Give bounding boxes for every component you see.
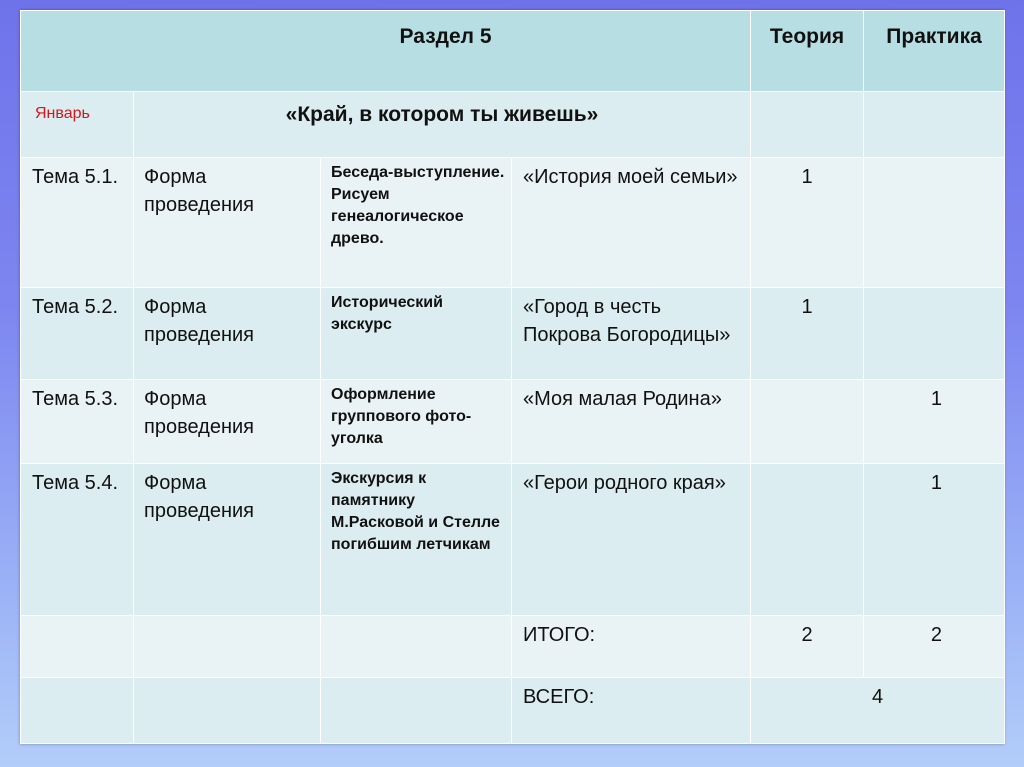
vsego-value: 4 — [871, 686, 884, 708]
practice-header: Практика — [886, 25, 982, 48]
form-description: Оформление группового фото-уголка — [331, 386, 472, 447]
topic-row — [21, 464, 1005, 616]
topic-row — [21, 288, 1005, 380]
plan-table — [20, 10, 1005, 744]
form-label: Форма проведения — [144, 472, 254, 522]
slide-frame — [20, 10, 1004, 744]
form-description: Экскурсия к памятнику М.Расковой и Стелле погибшим летчикам — [331, 470, 500, 553]
practice-hours: 1 — [930, 472, 943, 494]
theory-hours: 1 — [801, 166, 813, 188]
topic-title: «История моей семьи» — [523, 166, 738, 188]
theory-hours: 1 — [801, 296, 813, 318]
month-theory-cell — [751, 92, 864, 158]
topic-row — [21, 380, 1005, 464]
itogo-theory: 2 — [801, 624, 813, 646]
form-label: Форма проведения — [144, 388, 254, 438]
theme-title: «Край, в котором ты живешь» — [285, 103, 599, 126]
month-label: Январь — [35, 105, 90, 122]
topic-row — [21, 158, 1005, 288]
month-cell — [21, 92, 134, 158]
topic-number: Тема 5.4. — [32, 472, 119, 494]
practice-header-cell — [864, 11, 1005, 92]
practice-hours: 1 — [930, 388, 943, 410]
topic-number: Тема 5.3. — [32, 388, 119, 410]
month-row — [21, 92, 1005, 158]
theme-title-cell — [134, 92, 751, 158]
vsego-label: ВСЕГО: — [523, 686, 595, 708]
topic-number: Тема 5.2. — [32, 296, 119, 318]
theory-header-cell — [751, 11, 864, 92]
theory-hours — [751, 464, 863, 469]
practice-hours — [864, 288, 1004, 293]
form-label: Форма проведения — [144, 296, 254, 346]
topic-title: «Город в честь Покрова Богородицы» — [523, 296, 731, 346]
topic-number: Тема 5.1. — [32, 166, 119, 188]
practice-hours — [864, 158, 1004, 163]
section-header-cell — [21, 11, 751, 92]
month-practice-cell — [864, 92, 1005, 158]
section-title: Раздел 5 — [399, 25, 492, 48]
topic-title: «Моя малая Родина» — [523, 388, 722, 410]
form-description: Исторический экскурс — [331, 294, 443, 333]
form-label: Форма проведения — [144, 166, 254, 216]
itogo-label: ИТОГО: — [523, 624, 596, 646]
theory-header: Теория — [769, 25, 845, 48]
vsego-row — [21, 678, 1005, 744]
form-description: Беседа-выступление. Рисуем генеалогическое древо. — [331, 164, 505, 247]
topic-title: «Герои родного края» — [523, 472, 726, 494]
itogo-practice: 2 — [930, 624, 943, 646]
itogo-row — [21, 616, 1005, 678]
theory-hours — [751, 380, 863, 385]
header-row — [21, 11, 1005, 92]
